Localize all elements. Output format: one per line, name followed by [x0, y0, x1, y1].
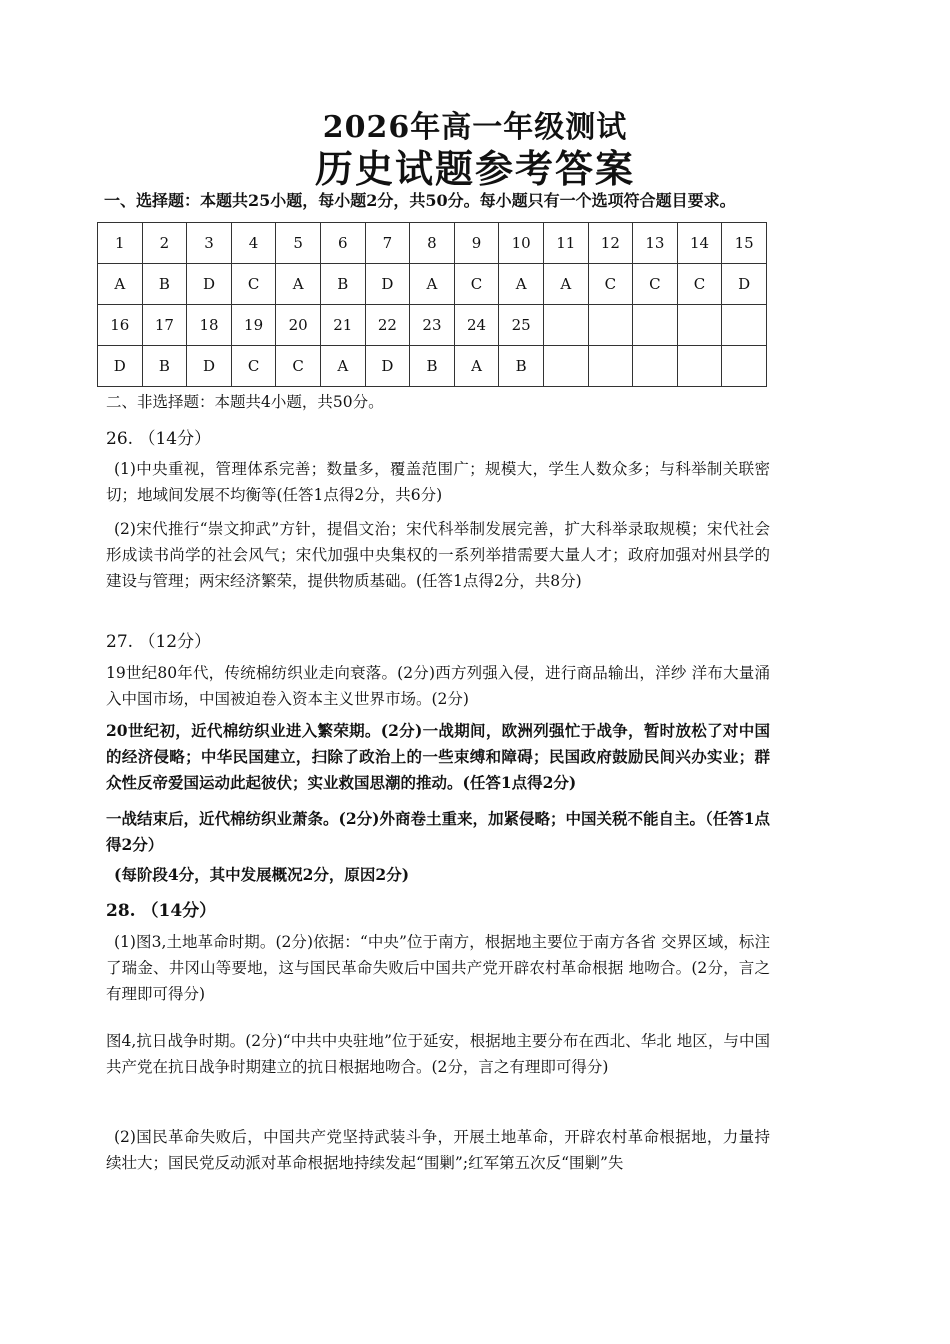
question-number-cell: [588, 305, 633, 346]
question-number-cell: 9: [454, 223, 499, 264]
question-number-cell: 11: [543, 223, 588, 264]
answer-cell: A: [543, 264, 588, 305]
answer-cell: B: [142, 264, 187, 305]
question-number-cell: 24: [454, 305, 499, 346]
question-number-cell: 8: [410, 223, 455, 264]
question-27-answer-2: 20世纪初，近代棉纺织业进入繁荣期。(2分)一战期间，欧洲列强忙于战争，暂时放松了对中国的经济侵略；中华民国建立，扫除了政治上的一些束缚和障碍；民国政府鼓励民间兴办实业；群众性反帝爱国运动此起彼伏；实业救国思潮的推动。(任答1点得2分): [106, 721, 770, 792]
question-26-label: 26. （14分）: [106, 429, 212, 449]
answer-cell: A: [454, 346, 499, 387]
question-number-row: [98, 223, 767, 264]
question-number-cell: 25: [499, 305, 544, 346]
question-27-answer-1: 19世纪80年代，传统棉纺织业走向衰落。(2分)西方列强入侵，进行商品输出，洋纱 洋布大量涌入中国市场，中国被迫卷入资本主义世界市场。(2分): [106, 664, 770, 708]
question-26-answer-2: (2)宋代推行“崇文抑武”方针，提倡文治；宋代科举制发展完善，扩大科举录取规模；宋代社会形成读书尚学的社会风气；宋代加强中央集权的一系列举措需要大量人才；政府加强对州县学的建设与管理；两宋经济繁荣，提供物质基础。(任答1点得2分，共8分): [106, 520, 770, 590]
question-number-cell: 4: [231, 223, 276, 264]
question-number-cell: 10: [499, 223, 544, 264]
answer-cell: D: [187, 346, 232, 387]
answer-cell: C: [231, 264, 276, 305]
answer-cell: C: [677, 264, 722, 305]
question-number-cell: 15: [722, 223, 767, 264]
question-28-answer-3: (2)国民革命失败后，中国共产党坚持武装斗争，开展土地革命，开辟农村革命根据地，力量持续壮大；国民党反动派对革命根据地持续发起“围剿”;红军第五次反“围剿”失: [106, 1128, 770, 1172]
question-number-cell: 5: [276, 223, 321, 264]
question-number-cell: 12: [588, 223, 633, 264]
question-number-cell: [633, 305, 678, 346]
answer-table: [97, 222, 767, 387]
question-number-cell: 7: [365, 223, 410, 264]
question-number-cell: 19: [231, 305, 276, 346]
answer-cell: A: [98, 264, 143, 305]
question-27-answer-3: 一战结束后，近代棉纺织业萧条。(2分)外商卷土重来，加紧侵略；中国关税不能自主。（任答1点得2分）: [106, 809, 770, 854]
question-number-cell: 1: [98, 223, 143, 264]
answer-cell: [588, 346, 633, 387]
question-number-cell: 18: [187, 305, 232, 346]
document-title: 历史试题参考答案: [314, 146, 635, 191]
question-27-label: 27. （12分）: [106, 632, 212, 652]
question-28-answer-1: (1)图3,土地革命时期。(2分)依据：“中央”位于南方，根据地主要位于南方各省 交界区域，标注了瑞金、井冈山等要地，这与国民革命失败后中国共产党开辟农村革命根据 地吻合。(2分，言之有理即可得分): [106, 933, 770, 1003]
question-number-cell: 20: [276, 305, 321, 346]
answer-cell: B: [142, 346, 187, 387]
answer-cell: [633, 346, 678, 387]
question-28-answer-2: 图4,抗日战争时期。(2分)“中共中央驻地”位于延安，根据地主要分布在西北、华北 地区，与中国共产党在抗日战争时期建立的抗日根据地吻合。(2分，言之有理即可得分): [106, 1032, 770, 1076]
question-number-row: [98, 305, 767, 346]
answer-cell: C: [588, 264, 633, 305]
question-number-cell: 3: [187, 223, 232, 264]
answer-cell: D: [365, 346, 410, 387]
section1-heading: 一、选择题：本题共25小题，每小题2分，共50分。每小题只有一个选项符合题目要求。: [104, 191, 736, 210]
question-number-cell: 13: [633, 223, 678, 264]
answer-cell: C: [454, 264, 499, 305]
question-27-scoring-note: (每阶段4分，其中发展概况2分，原因2分): [114, 865, 410, 884]
exam-title: 2026年高一年级测试: [322, 110, 628, 145]
question-number-cell: [543, 305, 588, 346]
question-number-cell: 23: [410, 305, 455, 346]
answer-row: [98, 346, 767, 387]
answer-cell: [543, 346, 588, 387]
answer-row: [98, 264, 767, 305]
answer-cell: D: [98, 346, 143, 387]
question-number-cell: 22: [365, 305, 410, 346]
question-number-cell: 2: [142, 223, 187, 264]
question-28-label: 28. （14分）: [106, 901, 217, 921]
answer-cell: D: [187, 264, 232, 305]
answer-cell: C: [633, 264, 678, 305]
answer-cell: A: [276, 264, 321, 305]
question-number-cell: [677, 305, 722, 346]
question-number-cell: 6: [320, 223, 365, 264]
answer-cell: A: [320, 346, 365, 387]
answer-cell: D: [722, 264, 767, 305]
answer-cell: A: [499, 264, 544, 305]
answer-cell: B: [410, 346, 455, 387]
section2-heading: 二、非选择题：本题共4小题，共50分。: [106, 393, 384, 411]
answer-cell: [677, 346, 722, 387]
question-number-cell: 16: [98, 305, 143, 346]
answer-cell: B: [320, 264, 365, 305]
question-26-answer-1: (1)中央重视，管理体系完善；数量多，覆盖范围广；规模大，学生人数众多；与科举制关联密切；地域间发展不均衡等(任答1点得2分，共6分): [106, 460, 770, 504]
question-number-cell: 14: [677, 223, 722, 264]
question-number-cell: [722, 305, 767, 346]
answer-cell: [722, 346, 767, 387]
question-number-cell: 21: [320, 305, 365, 346]
answer-cell: B: [499, 346, 544, 387]
answer-cell: C: [276, 346, 321, 387]
question-number-cell: 17: [142, 305, 187, 346]
answer-cell: C: [231, 346, 276, 387]
answer-cell: A: [410, 264, 455, 305]
answer-cell: D: [365, 264, 410, 305]
